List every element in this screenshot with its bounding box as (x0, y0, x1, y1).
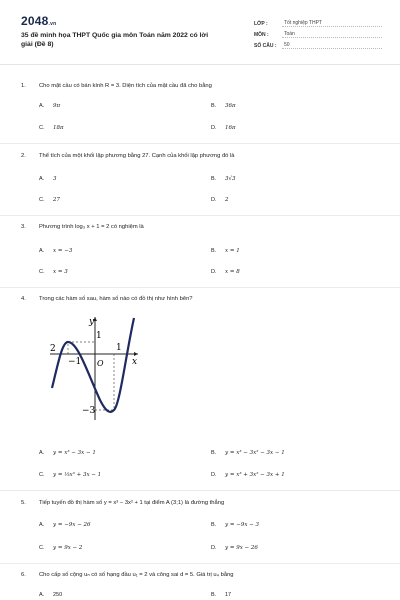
option-value: 3√3 (225, 176, 236, 182)
document-title: 35 đề minh họa THPT Quốc gia môn Toán năm 2022 có lời giải (Đề 8) (21, 32, 209, 48)
meta-row-class (254, 16, 382, 27)
question-text: Tiếp tuyến đồ thị hàm số y = x³ − 3x² + 1 tại điểm A (3;1) là đường thẳng (39, 500, 225, 506)
option-value: x = 8 (225, 269, 240, 275)
question-number: 2. (21, 153, 26, 159)
option-value: 36π (225, 103, 236, 109)
option-value: y = ⅓x³ + 3x − 1 (53, 472, 102, 478)
origin-label: O (97, 359, 104, 368)
tick-label-y-1: 1 (96, 331, 102, 341)
option-letter: C. (39, 125, 45, 131)
option-letter: A. (39, 176, 45, 182)
option-value: x = 3 (53, 269, 68, 275)
option-letter: B. (211, 450, 217, 456)
question-text: Phương trình log₃ x + 1 = 2 có nghiệm là (39, 224, 144, 230)
option-value: y = x³ + 3x² − 3x + 1 (225, 472, 285, 478)
option-value: 27 (53, 197, 60, 203)
option-d[interactable] (211, 472, 285, 478)
question-number: 5. (21, 500, 26, 506)
option-b[interactable] (211, 176, 236, 182)
question-text: Cho mặt cầu có bán kính R = 3. Diện tích của mặt cầu đã cho bằng (39, 83, 212, 89)
option-letter: B. (211, 103, 217, 109)
option-letter: B. (211, 176, 217, 182)
option-value: 3 (53, 176, 57, 182)
logo-text: 2048 (21, 14, 49, 28)
tick-label-x-1: 1 (116, 343, 122, 353)
meta-value: Toán (282, 31, 382, 38)
option-value: 250 (53, 592, 63, 598)
site-logo[interactable] (21, 14, 56, 28)
option-c[interactable] (39, 472, 101, 478)
option-d[interactable] (211, 269, 240, 275)
option-letter: B. (211, 592, 217, 598)
cubic-curve (52, 318, 134, 412)
option-letter: C. (39, 472, 45, 478)
option-a[interactable] (39, 248, 72, 254)
question-text: Thể tích của một khối lập phương bằng 27. Cạnh của khối lập phương đó là (39, 153, 235, 159)
meta-panel (254, 16, 382, 49)
option-d[interactable] (211, 197, 229, 203)
y-axis-label: y (89, 317, 95, 327)
option-b[interactable] (211, 248, 240, 254)
meta-key: LỚP : (254, 21, 268, 27)
option-c[interactable] (39, 269, 68, 275)
tick-label-neg-2: 2 (50, 344, 56, 354)
option-letter: D. (211, 197, 217, 203)
option-letter: A. (39, 592, 45, 598)
option-b[interactable] (211, 522, 259, 528)
option-value: y = x³ − 3x − 1 (53, 450, 96, 456)
option-value: x = −3 (53, 248, 73, 254)
option-value: 16π (225, 125, 236, 131)
meta-value: 50 (282, 42, 382, 49)
option-value: x = 1 (225, 248, 240, 254)
question-divider (0, 287, 400, 288)
option-d[interactable] (211, 545, 258, 551)
option-a[interactable] (39, 103, 60, 109)
option-letter: A. (39, 522, 45, 528)
question-number: 3. (21, 224, 26, 230)
question-divider (0, 490, 400, 491)
option-letter: D. (211, 545, 217, 551)
option-letter: A. (39, 248, 45, 254)
option-b[interactable] (211, 450, 285, 456)
function-graph (48, 314, 140, 422)
option-letter: D. (211, 125, 217, 131)
tick-label-x-neg-1: −1 (68, 357, 82, 367)
header-divider (0, 64, 400, 65)
option-value: 18π (53, 125, 64, 131)
question-divider (0, 215, 400, 216)
question-text: Cho cấp số cộng uₙ có số hạng đầu u₁ = 2 và công sai d = 5. Giá trị u₄ bằng (39, 572, 234, 578)
meta-row-subject (254, 27, 382, 38)
option-letter: C. (39, 269, 45, 275)
question-divider (0, 563, 400, 564)
logo-suffix: .vn (48, 21, 57, 27)
option-value: 17 (225, 592, 232, 598)
x-axis-arrow (134, 352, 138, 356)
option-value: y = −9x − 26 (53, 522, 91, 528)
option-value: y = 9x − 26 (225, 545, 258, 551)
meta-key: MÔN : (254, 32, 269, 38)
question-number: 1. (21, 83, 26, 89)
meta-value: Tốt nghiệp THPT (282, 20, 382, 27)
option-value: 9π (53, 103, 61, 109)
option-b[interactable] (211, 592, 231, 598)
question-number: 4. (21, 296, 26, 302)
option-letter: B. (211, 522, 217, 528)
question-divider (0, 143, 400, 144)
option-letter: A. (39, 450, 45, 456)
option-c[interactable] (39, 125, 64, 131)
x-axis-label: x (132, 357, 138, 367)
question-text: Trong các hàm số sau, hàm số nào có đồ thị như hình bên? (39, 296, 193, 302)
meta-key: SỐ CÂU : (254, 43, 277, 49)
option-c[interactable] (39, 197, 60, 203)
option-letter: B. (211, 248, 217, 254)
option-value: y = 9x − 2 (53, 545, 83, 551)
option-letter: C. (39, 545, 45, 551)
meta-row-count (254, 38, 382, 49)
option-letter: D. (211, 472, 217, 478)
option-a[interactable] (39, 176, 57, 182)
option-d[interactable] (211, 125, 236, 131)
option-a[interactable] (39, 592, 62, 598)
option-a[interactable] (39, 450, 96, 456)
option-a[interactable] (39, 522, 91, 528)
option-value: y = x³ − 3x² − 3x − 1 (225, 450, 285, 456)
question-number: 6. (21, 572, 26, 578)
option-letter: D. (211, 269, 217, 275)
option-letter: A. (39, 103, 45, 109)
option-value: y = −9x − 3 (225, 522, 260, 528)
tick-label-y-neg-3: −3 (82, 406, 96, 416)
option-b[interactable] (211, 103, 236, 109)
option-value: 2 (225, 197, 229, 203)
option-c[interactable] (39, 545, 82, 551)
option-letter: C. (39, 197, 45, 203)
